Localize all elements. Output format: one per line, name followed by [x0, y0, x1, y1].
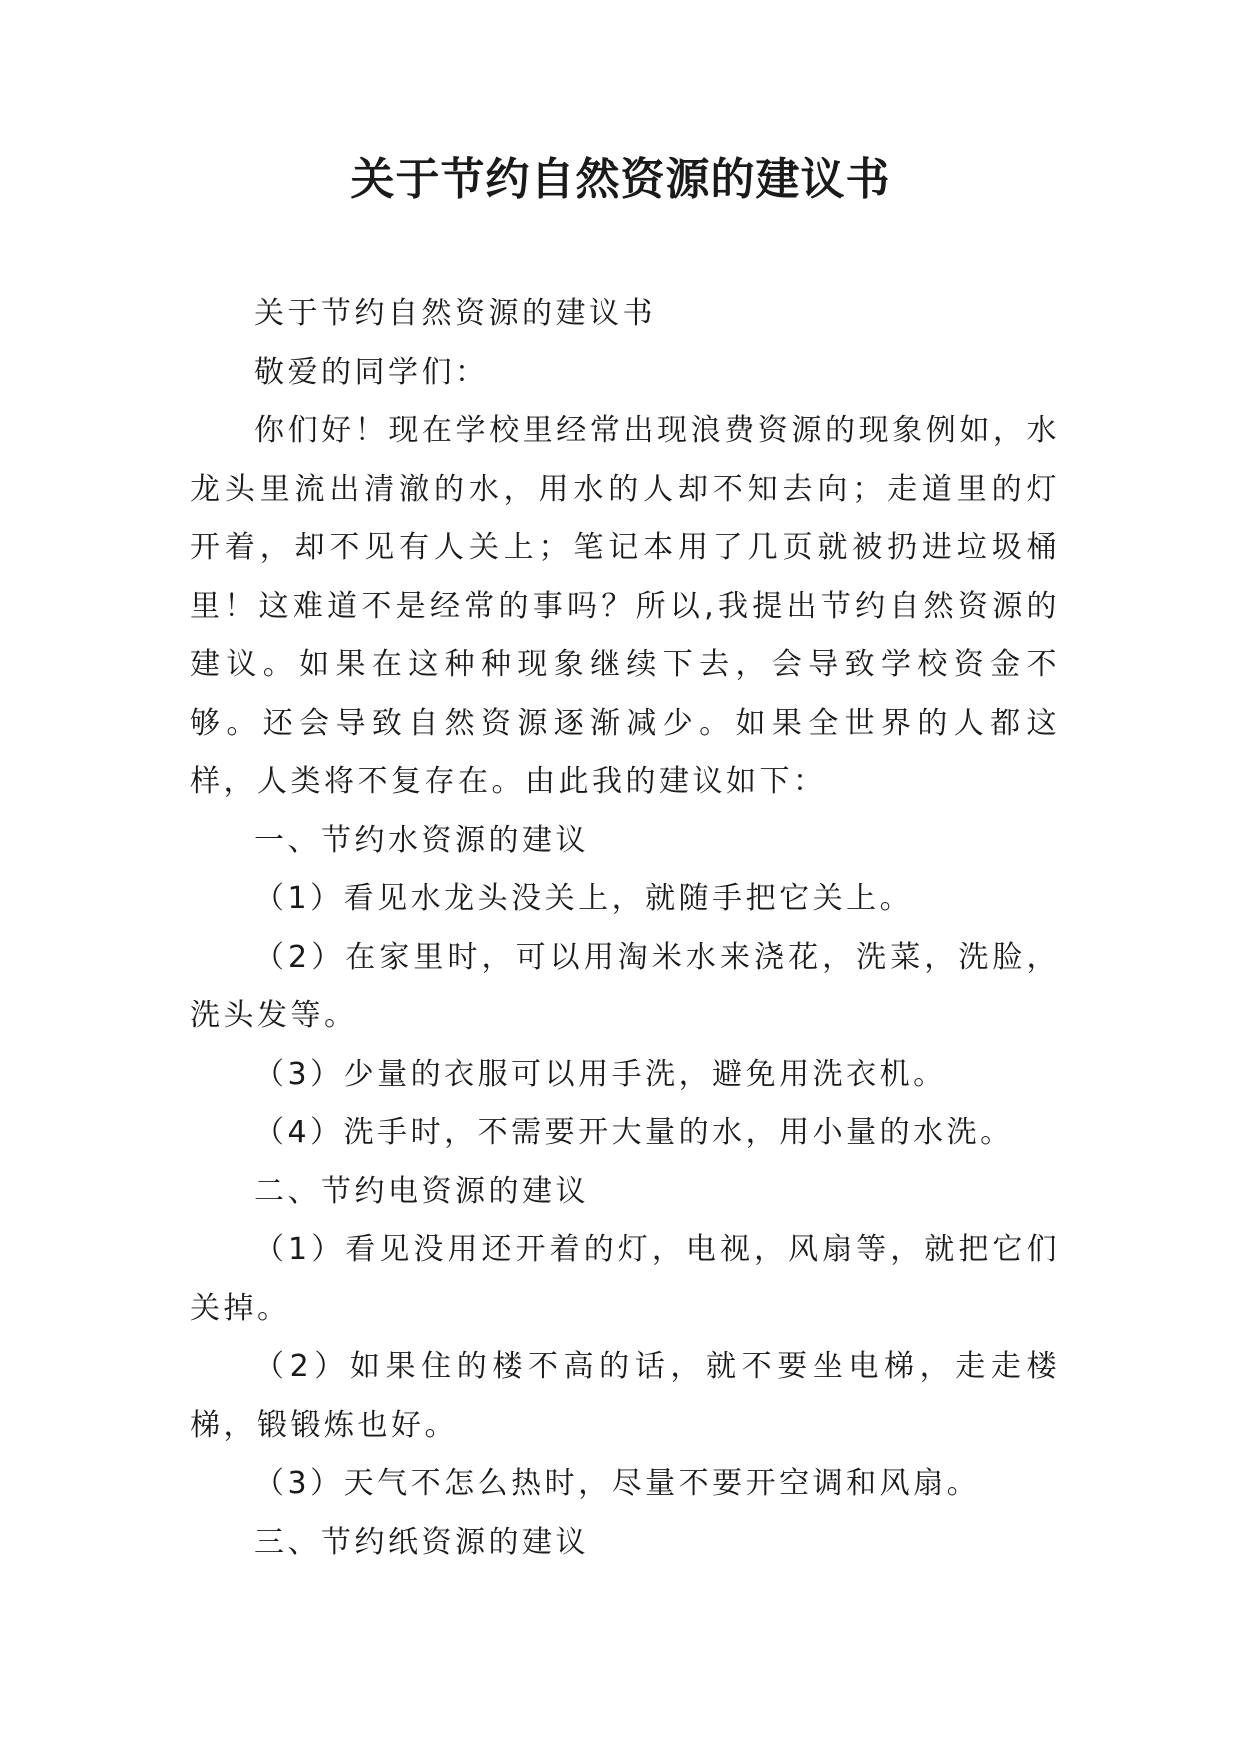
section-heading-paper: 三、节约纸资源的建议: [254, 1524, 589, 1560]
body-paragraph-salutation: 敬爱的同学们：: [254, 354, 489, 390]
document-title: 关于节约自然资源的建议书: [350, 154, 891, 205]
electricity-item-2: （2）如果住的楼不高的话，就不要坐电梯，走走楼梯，锻锻炼也好。: [190, 1349, 1060, 1443]
document-body: [190, 285, 1060, 1572]
water-item-2: （2）在家里时，可以用淘米水来浇花，洗菜，洗脸，洗头发等。: [190, 939, 1060, 1033]
electricity-item-1: （1）看见没用还开着的灯，电视，风扇等，就把它们关掉。: [190, 1232, 1060, 1326]
section-heading-electricity: 二、节约电资源的建议: [254, 1173, 589, 1209]
body-paragraph-heading: 关于节约自然资源的建议书: [254, 296, 656, 331]
water-item-3: （3）少量的衣服可以用手洗，避免用洗衣机。: [254, 1056, 947, 1092]
water-item-4: （4）洗手时，不需要开大量的水，用小量的水洗。: [254, 1115, 1014, 1150]
water-item-1: （1）看见水龙头没关上，就随手把它关上。: [254, 881, 914, 916]
body-paragraph-intro: 你们好！现在学校里经常出现浪费资源的现象例如，水龙头里流出清澈的水，用水的人却不知去向；走道里的灯开着，却不见有人关上；笔记本用了几页就被扔进垃圾桶里！这难道不是经常的事吗？所以,我提出节约自然资源的建议。如果在这种种现象继续下去，会导致学校资金不够。还会导致自然资源逐渐减少。如果全世界的人都这样，人类将不复存在。由此我的建议如下：: [190, 413, 1060, 799]
electricity-item-3: （3）天气不怎么热时，尽量不要开空调和风扇。: [254, 1466, 981, 1501]
section-heading-water: 一、节约水资源的建议: [254, 822, 589, 858]
